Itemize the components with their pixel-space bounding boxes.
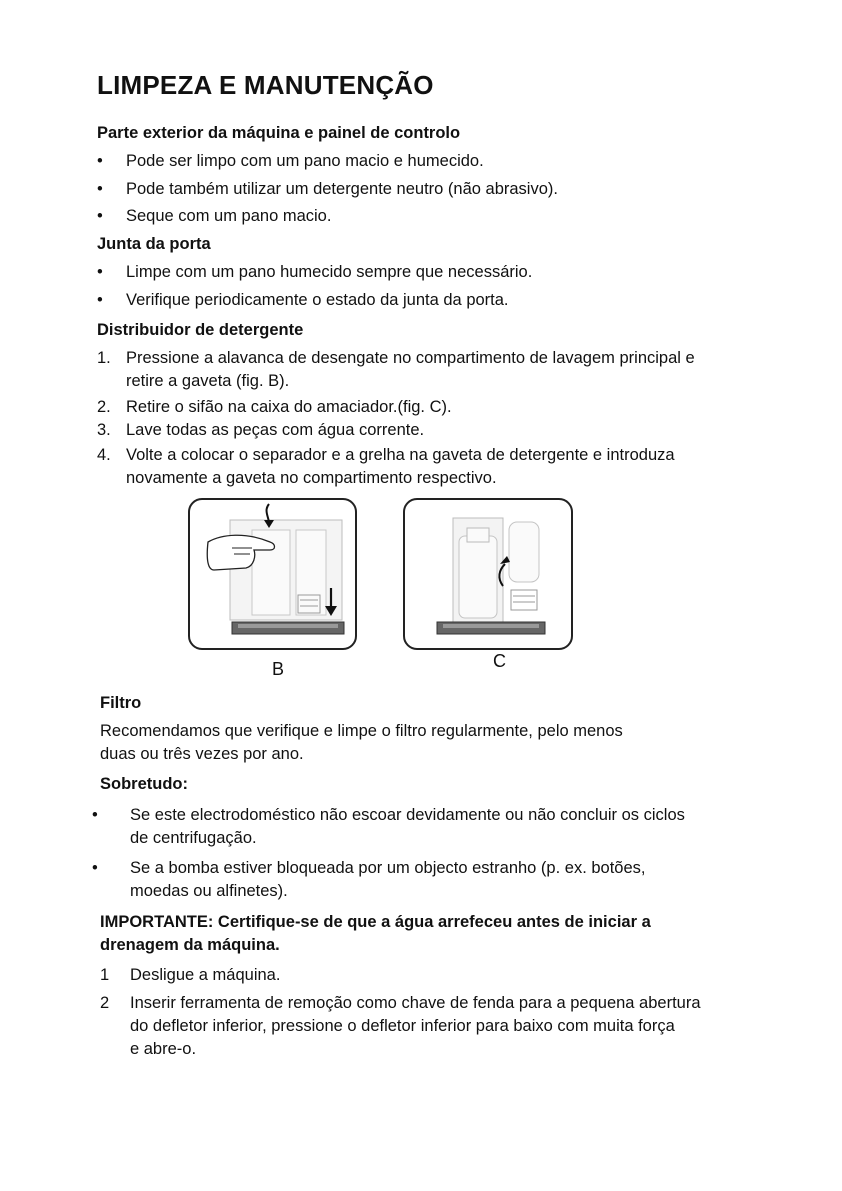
step-text: Desligue a máquina.: [130, 966, 281, 984]
section-heading-distribuidor: Distribuidor de detergente: [97, 321, 304, 339]
siphon-illustration: [405, 500, 571, 648]
list-bullet: •: [92, 859, 98, 877]
step-text: Pressione a alavanca de desengate no compartimento de lavagem principal e: [126, 349, 695, 367]
list-item: Seque com um pano macio.: [126, 207, 332, 225]
list-bullet: •: [92, 806, 98, 824]
section-heading-sobretudo: Sobretudo:: [100, 775, 188, 793]
list-bullet: •: [97, 263, 103, 281]
list-item: de centrifugação.: [130, 829, 257, 847]
section-heading-exterior: Parte exterior da máquina e painel de controlo: [97, 124, 461, 142]
section-heading-filtro: Filtro: [100, 694, 142, 712]
list-bullet: •: [97, 152, 103, 170]
list-bullet: •: [97, 180, 103, 198]
list-item: Limpe com um pano humecido sempre que necessário.: [126, 263, 533, 281]
step-text: Inserir ferramenta de remoção como chave de fenda para a pequena abertura: [130, 994, 701, 1012]
step-text: Lave todas as peças com água corrente.: [126, 421, 425, 439]
step-number: 4.: [97, 446, 111, 464]
paragraph-line: Recomendamos que verifique e limpe o filtro regularmente, pelo menos: [100, 722, 623, 740]
list-item: Se a bomba estiver bloqueada por um objecto estranho (p. ex. botões,: [130, 859, 646, 877]
step-number: 1: [100, 966, 110, 984]
step-number: 2: [100, 994, 110, 1012]
step-text: Retire o sifão na caixa do amaciador.(fig. C).: [126, 398, 452, 416]
drawer-illustration: [190, 500, 355, 648]
list-item: Verifique periodicamente o estado da junta da porta.: [126, 291, 509, 309]
figure-b: [188, 498, 357, 650]
step-text: Volte a colocar o separador e a grelha na gaveta de detergente e introduza: [126, 446, 675, 464]
figure-c-label: C: [493, 651, 506, 671]
list-item: moedas ou alfinetes).: [130, 882, 288, 900]
figure-c: [403, 498, 573, 650]
step-text: novamente a gaveta no compartimento respectivo.: [126, 469, 497, 487]
step-number: 1.: [97, 349, 111, 367]
list-bullet: •: [97, 291, 103, 309]
list-item: Pode também utilizar um detergente neutro (não abrasivo).: [126, 180, 558, 198]
step-text: retire a gaveta (fig. B).: [126, 372, 290, 390]
paragraph-line: duas ou três vezes por ano.: [100, 745, 304, 763]
section-heading-junta: Junta da porta: [97, 235, 211, 253]
warning-text: IMPORTANTE: Certifique-se de que a água arrefeceu antes de iniciar a: [100, 913, 651, 931]
figure-b-label: B: [272, 659, 285, 679]
page-title: LIMPEZA E MANUTENÇÃO: [97, 70, 434, 100]
step-text: do defletor inferior, pressione o defletor inferior para baixo com muita força: [130, 1017, 675, 1035]
list-bullet: •: [97, 207, 103, 225]
step-number: 3.: [97, 421, 111, 439]
step-text: e abre-o.: [130, 1040, 197, 1058]
warning-text: drenagem da máquina.: [100, 936, 280, 954]
step-number: 2.: [97, 398, 111, 416]
list-item: Pode ser limpo com um pano macio e humecido.: [126, 152, 484, 170]
list-item: Se este electrodoméstico não escoar devidamente ou não concluir os ciclos: [130, 806, 685, 824]
